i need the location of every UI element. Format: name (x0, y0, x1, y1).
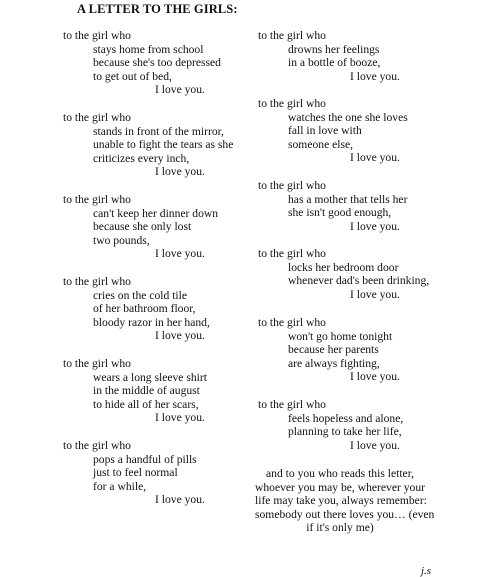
stanza-line: fall in love with (288, 124, 362, 138)
stanza-line: because she's too depressed (93, 56, 221, 70)
stanza-line: to get out of bed, (93, 69, 172, 83)
stanza-refrain: I love you. (155, 83, 205, 97)
stanza-line: in the middle of august (93, 384, 200, 398)
stanza-opening: to the girl who (258, 179, 326, 192)
closing-stanza (255, 467, 435, 535)
stanza-line: pops a handful of pills (93, 452, 197, 466)
stanza-line: criticizes every inch, (93, 151, 190, 165)
stanza-line: to hide all of her scars, (93, 397, 199, 411)
stanza-line: stands in front of the mirror, (93, 124, 224, 138)
stanza-refrain: I love you. (155, 411, 205, 425)
stanza-right-2 (258, 97, 408, 165)
stanza-line: of her bathroom floor, (93, 302, 196, 316)
stanza-line: she isn't good enough, (288, 206, 392, 220)
stanza-refrain: I love you. (155, 329, 205, 343)
poem-title: A LETTER TO THE GIRLS: (77, 2, 238, 16)
stanza-line: unable to fight the tears as she (93, 138, 234, 152)
stanza-left-2 (63, 111, 233, 179)
stanza-line: drowns her feelings (288, 42, 380, 56)
stanza-left-1 (63, 29, 221, 97)
stanza-line: stays home from school (93, 42, 204, 56)
stanza-opening: to the girl who (63, 439, 131, 452)
stanza-line: bloody razor in her hand, (93, 315, 210, 329)
signature: j.s (421, 565, 432, 577)
stanza-opening: to the girl who (63, 357, 131, 370)
stanza-refrain: I love you. (350, 287, 400, 301)
stanza-opening: to the girl who (63, 111, 131, 124)
closing-line: and to you who reads this letter, (266, 467, 414, 480)
stanza-line: someone else, (288, 137, 354, 151)
stanza-line: has a mother that tells her (288, 192, 408, 206)
closing-line: life may take you, always remember: (255, 494, 427, 508)
stanza-right-3 (258, 179, 407, 233)
stanza-line: because she only lost (93, 220, 192, 234)
stanza-refrain: I love you. (350, 151, 400, 165)
stanza-line: won't go home tonight (288, 329, 393, 343)
stanza-line: whenever dad's been drinking, (288, 274, 430, 288)
stanza-line: can't keep her dinner down (93, 206, 219, 220)
stanza-opening: to the girl who (258, 29, 326, 42)
stanza-line: are always fighting, (288, 356, 380, 370)
stanza-line: wears a long sleeve shirt (93, 370, 207, 384)
stanza-opening: to the girl who (63, 193, 131, 206)
stanza-line: planning to take her life, (288, 425, 402, 439)
stanza-line: for a while, (93, 479, 147, 493)
stanza-refrain: I love you. (350, 69, 400, 83)
stanza-line: watches the one she loves (288, 110, 408, 124)
stanza-refrain: I love you. (350, 219, 400, 233)
stanza-refrain: I love you. (350, 370, 400, 384)
closing-line: somebody out there loves you… (even (255, 507, 435, 521)
stanza-left-3 (63, 193, 218, 261)
stanza-right-6 (258, 398, 403, 452)
stanza-line: because her parents (288, 343, 379, 357)
stanza-right-5 (258, 316, 400, 384)
closing-line: whoever you may be, wherever your (255, 480, 425, 494)
stanza-left-5 (63, 357, 207, 425)
stanza-opening: to the girl who (63, 29, 131, 42)
stanza-line: in a bottle of booze, (288, 56, 381, 70)
stanza-refrain: I love you. (350, 438, 400, 452)
stanza-line: two pounds, (93, 233, 150, 247)
stanza-line: cries on the cold tile (93, 288, 188, 302)
stanza-opening: to the girl who (63, 275, 131, 288)
stanza-line: just to feel normal (93, 466, 178, 480)
stanza-opening: to the girl who (258, 316, 326, 329)
stanza-left-4 (63, 275, 210, 343)
stanza-line: feels hopeless and alone, (288, 411, 404, 425)
stanza-opening: to the girl who (258, 97, 326, 110)
stanza-line: locks her bedroom door (288, 260, 399, 274)
stanza-refrain: I love you. (155, 247, 205, 261)
stanza-right-4 (258, 247, 429, 301)
stanza-right-1 (258, 29, 400, 83)
stanza-opening: to the girl who (258, 247, 326, 260)
stanza-left-6 (63, 439, 205, 507)
closing-line: if it's only me) (306, 521, 374, 535)
stanza-refrain: I love you. (155, 493, 205, 507)
stanza-refrain: I love you. (155, 165, 205, 179)
stanza-opening: to the girl who (258, 398, 326, 411)
